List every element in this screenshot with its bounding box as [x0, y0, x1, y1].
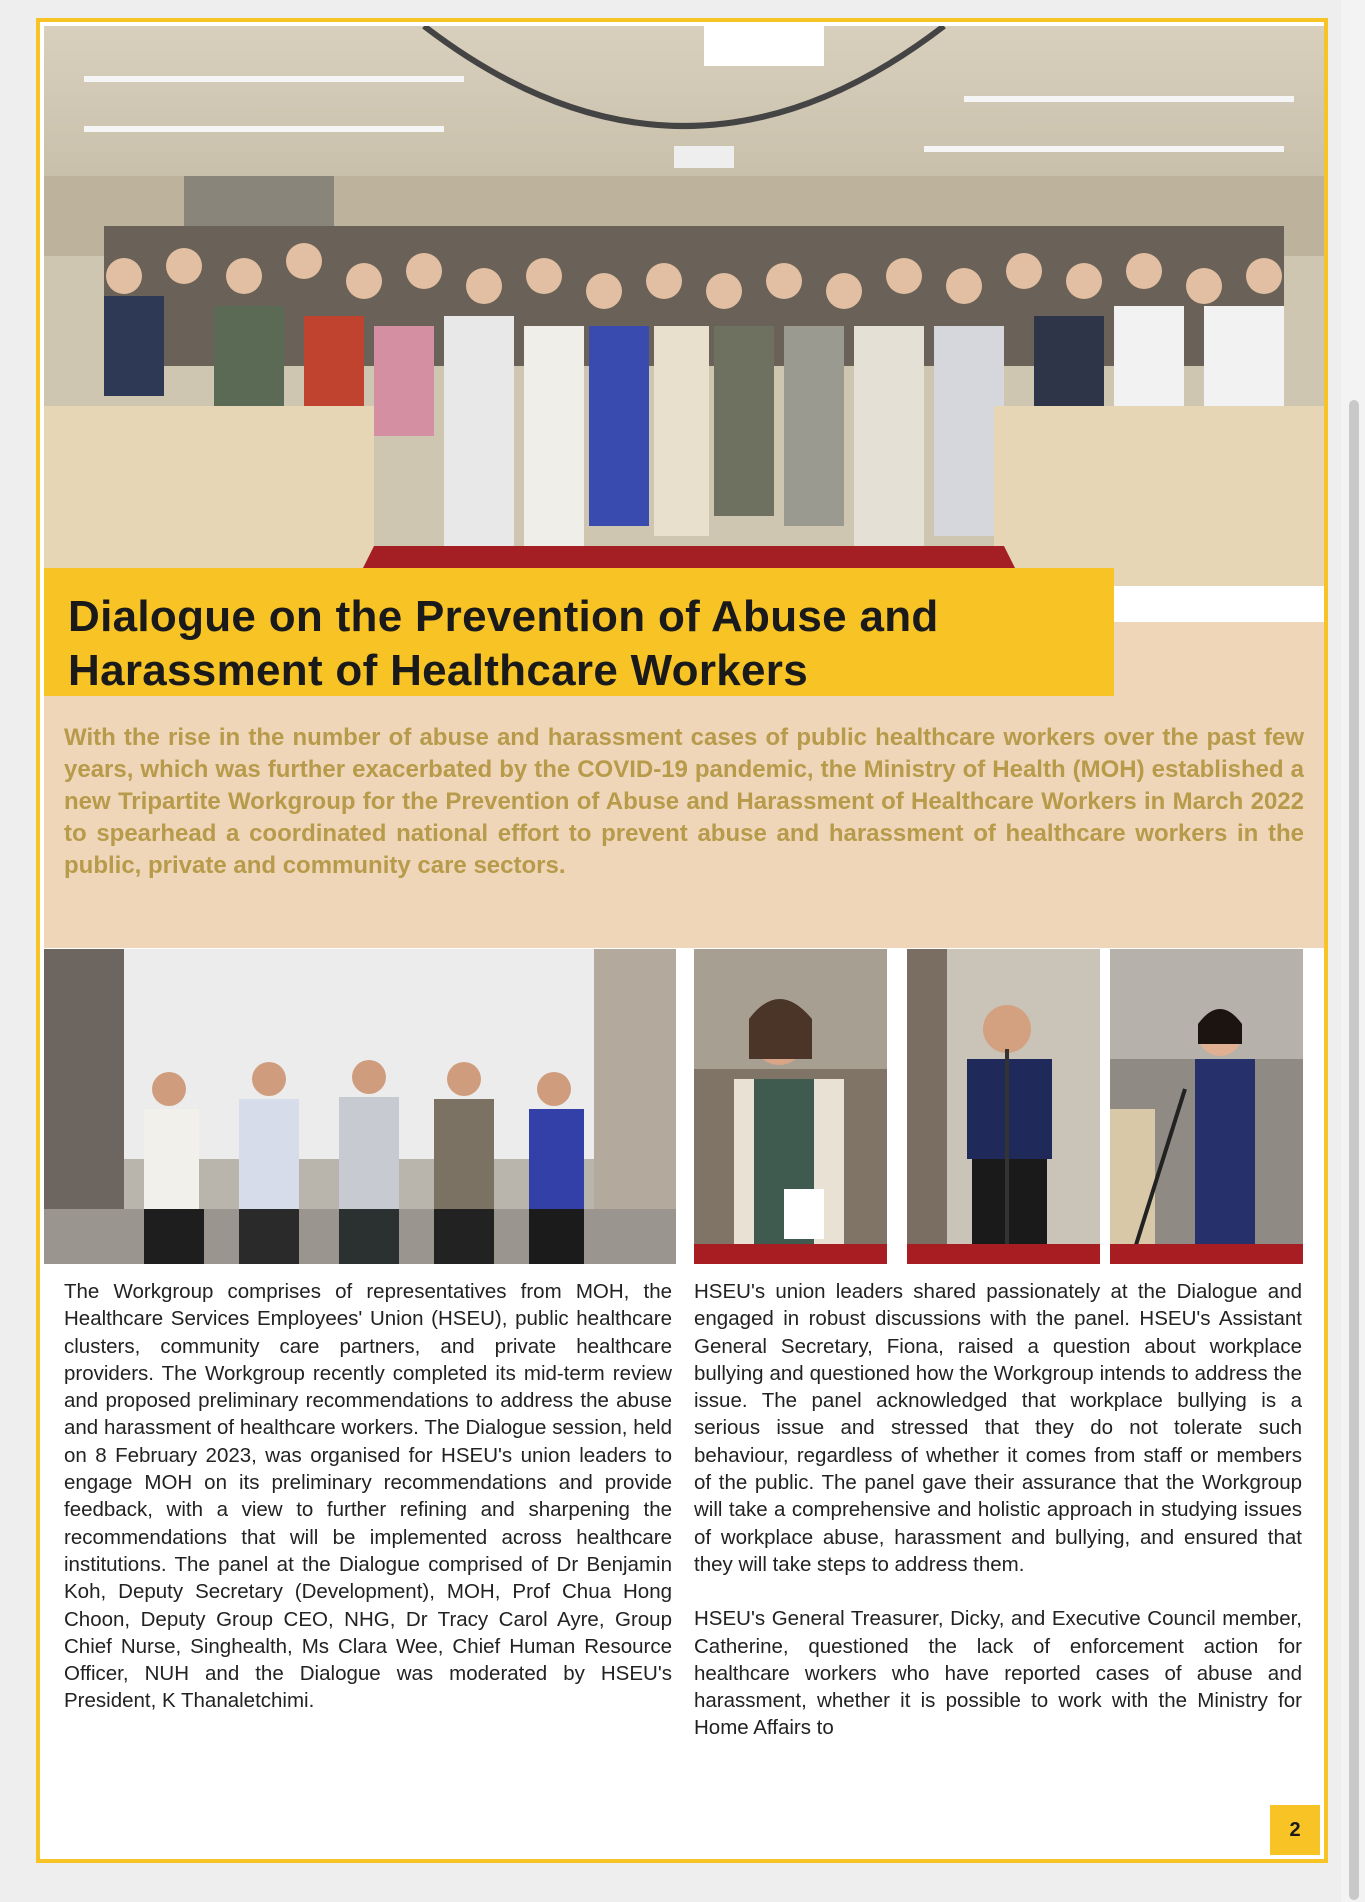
- group-photo: [44, 26, 1328, 586]
- intro-paragraph: With the rise in the number of abuse and harassment cases of public healthcare workers over the past few years, which was further exacerbated by the COVID-19 pandemic, the Ministry of Health (MOH) established a new Tripartite Workgroup for the Prevention of Abuse and Harassment of Healthcare Workers in March 2022 to spearhead a coordinated national effort to prevent abuse and harassment of healthcare workers in the public, private and community care sectors.: [64, 724, 1304, 879]
- speaker-photo-1: [694, 949, 887, 1264]
- body-paragraph: HSEU's union leaders shared passionately at the Dialogue and engaged in robust discussions with the panel. HSEU's Assistant General Secretary, Fiona, raised a question about workplace bullying and questioned how the Workgroup intends to address the issue. The panel acknowledged that workplace bullying is a serious issue and stressed that they do not tolerate such behaviour, regardless of whether it comes from staff or members of the public. The panel gave their assurance that the Workgroup will take a comprehensive and holistic approach in studying issues of workplace abuse, harassment and bullying, and ensured that they will take steps to address them.: [694, 1280, 1302, 1576]
- body-column-left: [64, 1278, 672, 1715]
- newsletter-page: [36, 18, 1328, 1863]
- article-title: Dialogue on the Prevention of Abuse and Harassment of Healthcare Workers: [68, 592, 939, 695]
- title-banner: [44, 568, 1114, 696]
- body-paragraph: The Workgroup comprises of representatives from MOH, the Healthcare Services Employees' Union (HSEU), public healthcare clusters, community care partners, and private healthcare providers. The Workgroup recently completed its mid-term review and proposed preliminary recommendations to address the abuse and harassment of healthcare workers. The Dialogue session, held on 8 February 2023, was organised for HSEU's union leaders to engage MOH on its preliminary recommendations and provide feedback, with a view to further refining and sharpening the recommendations that will be implemented across healthcare institutions. The panel at the Dialogue comprised of Dr Benjamin Koh, Deputy Secretary (Development), MOH, Prof Chua Hong Choon, Deputy Group CEO, NHG, Dr Tracy Carol Ayre, Group Chief Nurse, Singhealth, Ms Clara Wee, Chief Human Resource Officer, NUH and the Dialogue was moderated by HSEU's President, K Thanaletchimi.: [64, 1280, 672, 1713]
- scrollbar-thumb[interactable]: [1349, 400, 1359, 1900]
- page-number: 2: [1270, 1805, 1320, 1855]
- scrollbar[interactable]: [1341, 0, 1365, 1902]
- body-paragraph: HSEU's General Treasurer, Dicky, and Executive Council member, Catherine, questioned the lack of enforcement action for healthcare workers who have reported cases of abuse and harassment, whether it is possible to work with the Ministry for Home Affairs to: [694, 1607, 1302, 1740]
- speaker-photo-2: [907, 949, 1100, 1264]
- panel-photo: [44, 949, 676, 1264]
- speaker-photo-3: [1110, 949, 1303, 1264]
- body-column-right: [694, 1278, 1302, 1742]
